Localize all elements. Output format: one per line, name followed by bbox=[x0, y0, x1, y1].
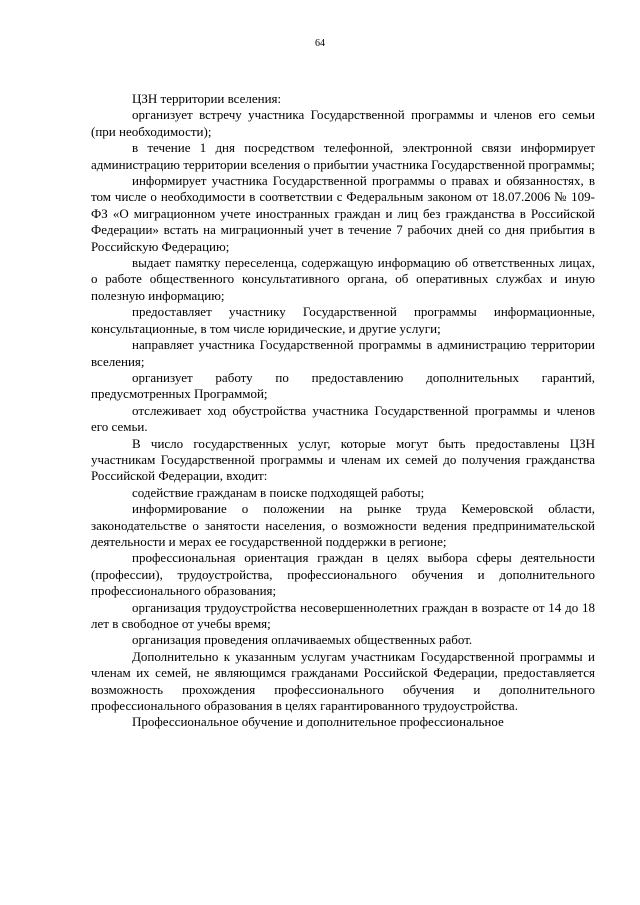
paragraph-memo: выдает памятку переселенца, содержащую информацию об ответственных лицах, о работе общественного консультативного органа, об оперативных службах и иную полезную информацию; bbox=[91, 255, 595, 303]
paragraph-services: предоставляет участнику Государственной программы информационные, консультационные, в том числе юридические, и другие услуги; bbox=[91, 304, 595, 336]
paragraph-state-services-intro: В число государственных услуг, которые могут быть предоставлены ЦЗН участникам Государственной программы и членам их семей до получения гражданства Российской Федерации, входит: bbox=[91, 435, 595, 484]
paragraph-notify-administration: в течение 1 дня посредством телефонной, электронной связи информирует администрацию территории вселения о прибытии участника Государственной программы; bbox=[91, 140, 595, 172]
paragraph-inform-rights: информирует участника Государственной программы о правах и обязанностях, в том числе о необходимости в соответствии с Федеральным законом от 18.07.2006 № 109-ФЗ «О миграционном учете иностранных граждан и лиц без гражданства в Российской Федерации» встать на миграционный учет в течение 7 рабочих дней со дня прибытия в Российскую Федерацию; bbox=[91, 173, 595, 254]
paragraph-meeting: организует встречу участника Государственной программы и членов его семьи (при необходимости); bbox=[91, 107, 595, 139]
page-number: 64 bbox=[315, 38, 325, 49]
paragraph-job-search: содействие гражданам в поиске подходящей работы; bbox=[132, 484, 425, 500]
paragraph-training-continued: Профессиональное обучение и дополнительное профессиональное bbox=[132, 714, 504, 730]
paragraph-career-guidance: профессиональная ориентация граждан в целях выбора сферы деятельности (профессии), трудоустройства, профессионального обучения и дополнительного профессионального образования; bbox=[91, 550, 595, 599]
paragraph-guarantees: организует работу по предоставлению дополнительных гарантий, предусмотренных Программой; bbox=[91, 369, 595, 402]
paragraph-czn-heading: ЦЗН территории вселения: bbox=[132, 91, 282, 106]
paragraph-youth-employment: организация трудоустройства несовершеннолетних граждан в возрасте от 14 до 18 лет в свободное от учебы время; bbox=[91, 599, 595, 631]
paragraph-track-settlement: отслеживает ход обустройства участника Государственной программы и членов его семьи. bbox=[91, 402, 595, 435]
paragraph-additional-training: Дополнительно к указанным услугам участникам Государственной программы и членам их семей, не являющимся гражданами Российской Федерации, предоставляется возможность прохождения профессионального обучения и дополнительного профессионального образования в целях гарантированного трудоустройства. bbox=[91, 648, 595, 714]
paragraph-public-works: организация проведения оплачиваемых общественных работ. bbox=[132, 632, 473, 648]
paragraph-labor-market-info: информирование о положении на рынке труда Кемеровской области, законодательстве о занятости населения, о возможности ведения предпринимательской деятельности и мерах ее государственной поддержки в регионе; bbox=[91, 501, 595, 549]
document-body bbox=[91, 91, 595, 731]
paragraph-direct-administration: направляет участника Государственной программы в администрацию территории вселения; bbox=[91, 337, 595, 369]
